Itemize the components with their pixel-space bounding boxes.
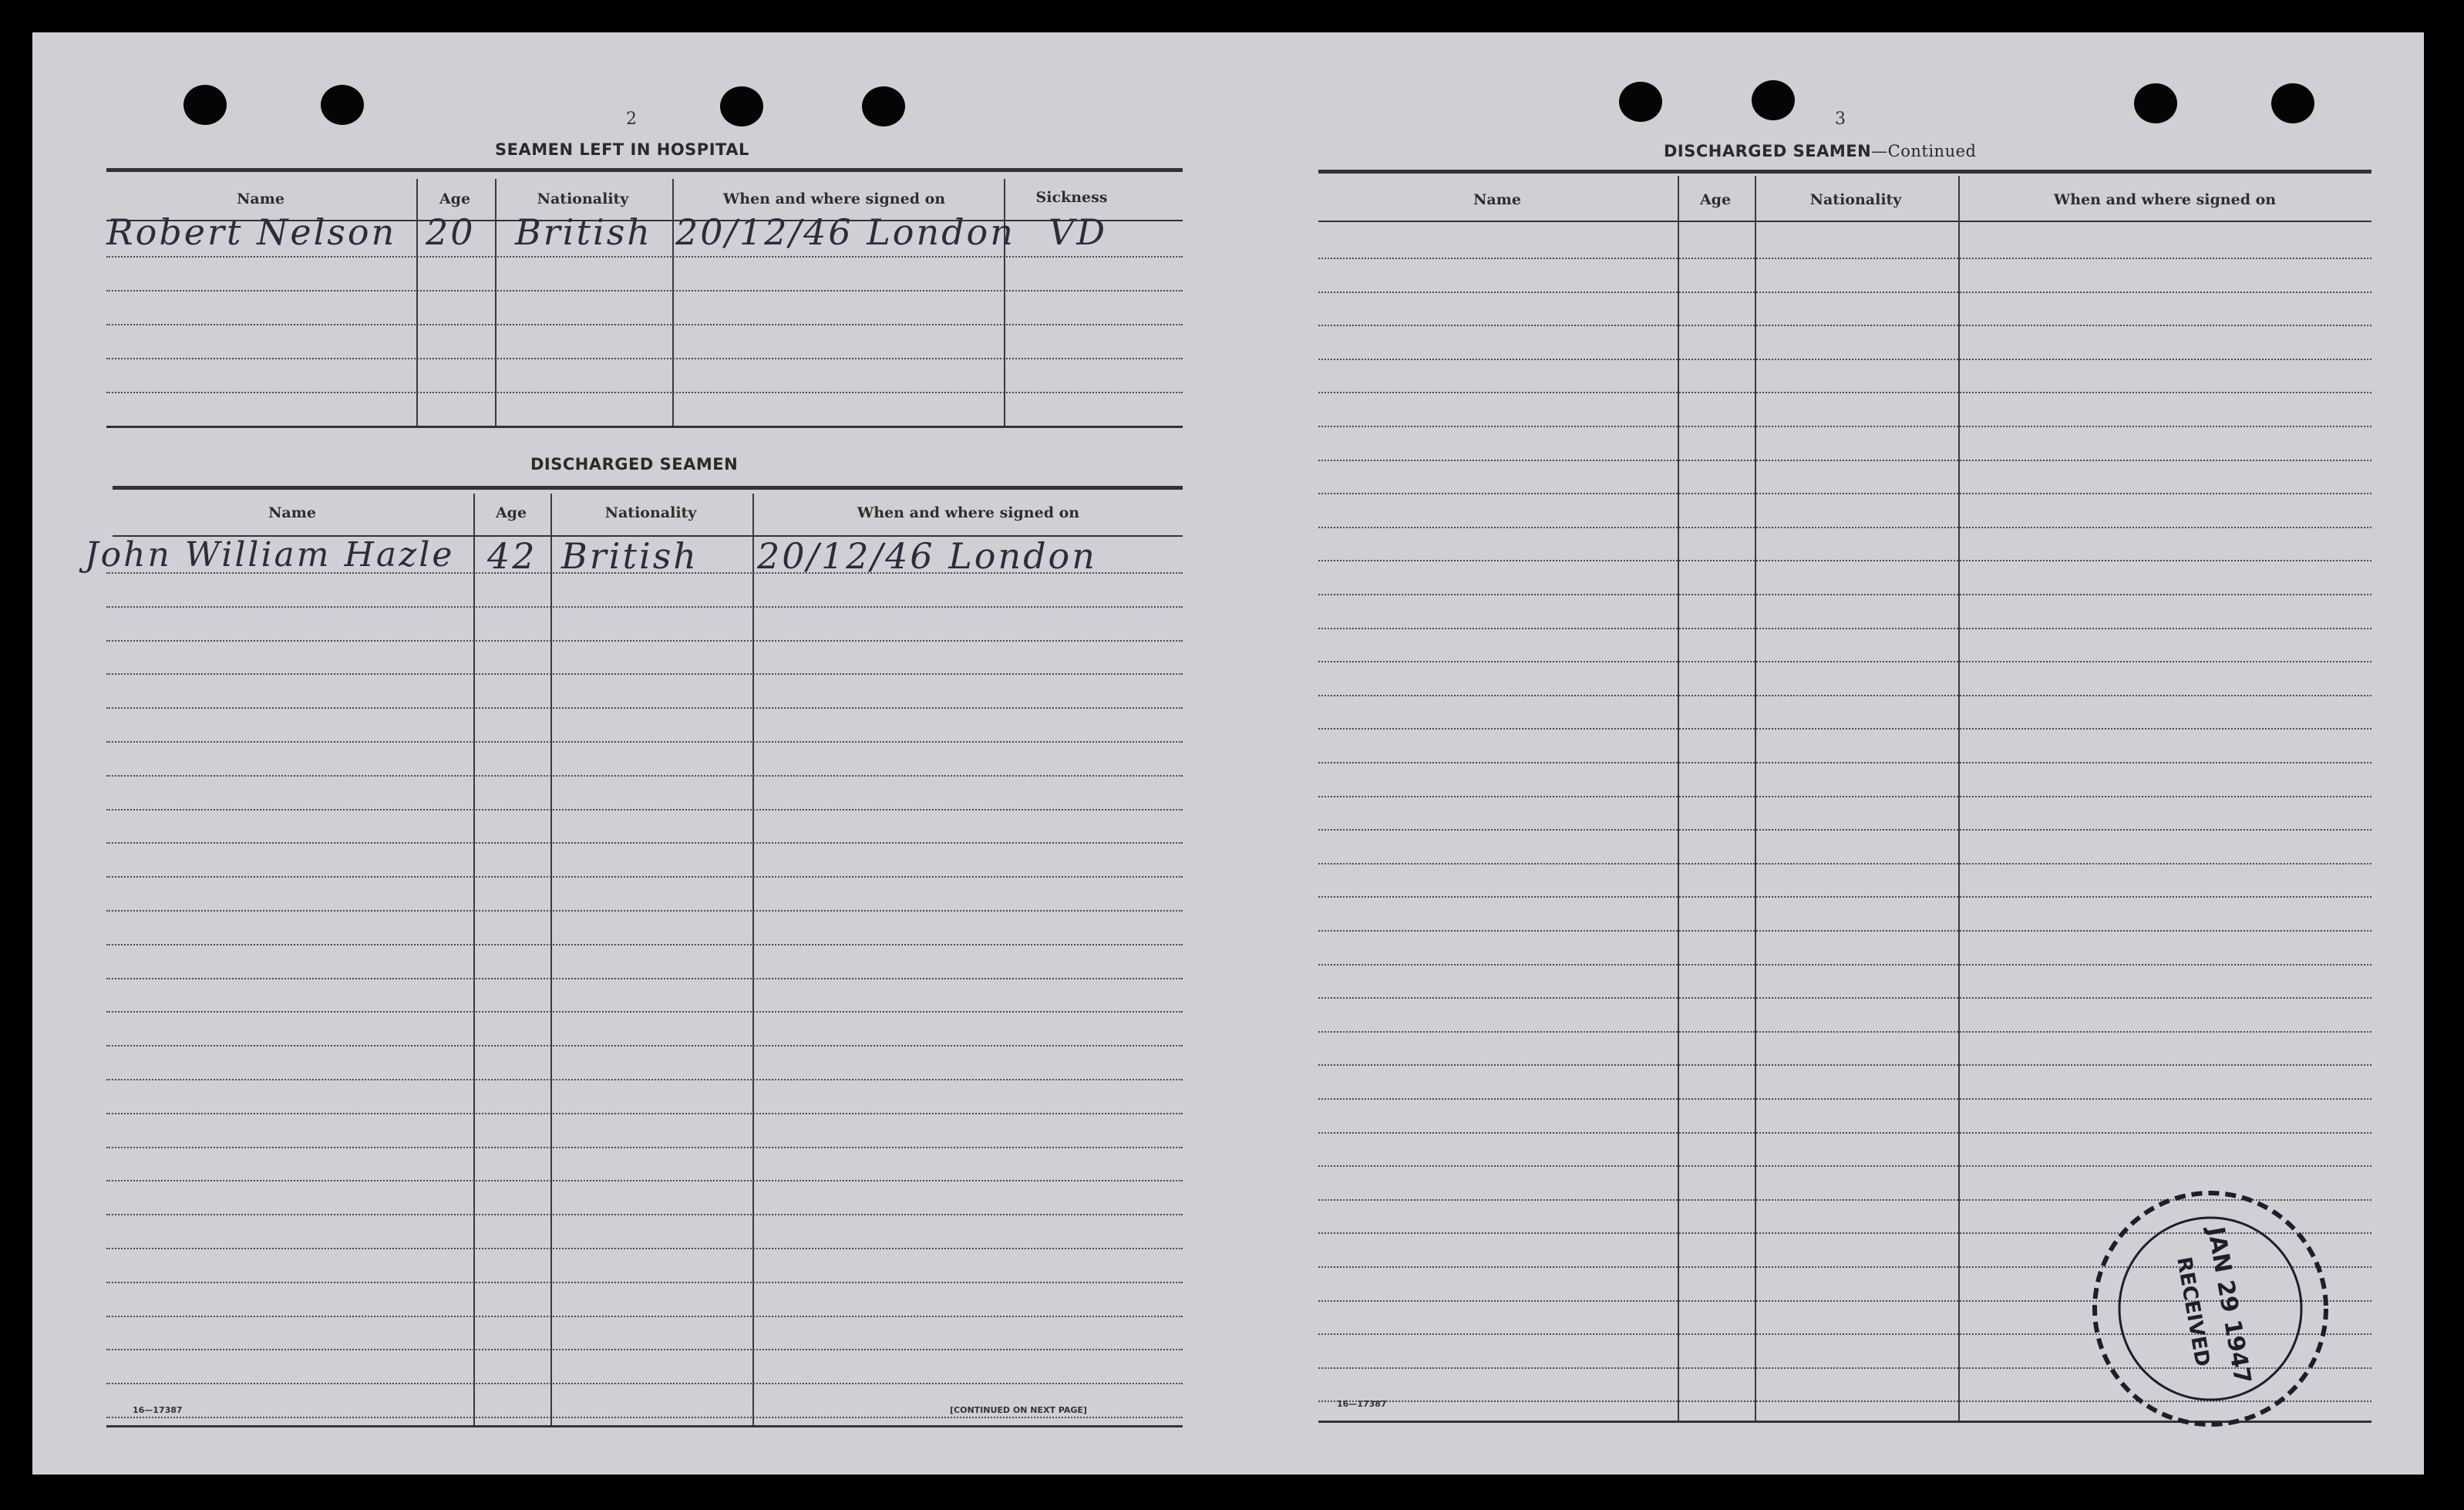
blank-row-line (106, 1147, 1183, 1148)
blank-row-line (1318, 560, 2371, 561)
blank-row-line (106, 1349, 1183, 1350)
hospital-col-divider (416, 179, 418, 427)
blank-row-line (106, 809, 1183, 811)
blank-row-line (1318, 258, 2371, 259)
hospital-row-name: Robert Nelson (106, 211, 397, 253)
blank-row-line (1318, 460, 2371, 461)
right-col-divider (1678, 176, 1679, 1422)
hospital-bottom-rule (106, 426, 1183, 428)
blank-row-line (1318, 964, 2371, 966)
blank-row-line (1318, 762, 2371, 763)
right-title-main: DISCHARGED SEAMEN (1664, 142, 1872, 160)
hospital-row-line (106, 392, 1183, 393)
discharged-header-name: Name (268, 504, 316, 521)
punch-hole (862, 86, 905, 126)
right-section-title (1664, 142, 1976, 160)
blank-row-line (1318, 325, 2371, 326)
blank-row-line (1318, 695, 2371, 696)
blank-row-line (106, 640, 1183, 642)
blank-row-line (1318, 1165, 2371, 1167)
blank-row-line (106, 673, 1183, 675)
hospital-row-line (106, 358, 1183, 359)
hospital-header-signed-on: When and where signed on (722, 190, 946, 207)
blank-row-line (1318, 493, 2371, 494)
blank-row-line (1318, 1098, 2371, 1100)
blank-row-line (1318, 997, 2371, 999)
blank-row-line (106, 876, 1183, 878)
blank-row-line (1318, 896, 2371, 898)
blank-row-line (1318, 1031, 2371, 1033)
stamp-label: RECEIVED (2172, 1255, 2214, 1369)
punch-hole (321, 85, 364, 125)
blank-row-line (106, 910, 1183, 912)
blank-row-line (106, 1214, 1183, 1215)
hospital-row-line (106, 256, 1183, 258)
discharged-col-divider (473, 494, 475, 1427)
blank-row-line (106, 775, 1183, 777)
punch-hole (2271, 83, 2314, 123)
blank-row-line (106, 606, 1183, 608)
discharged-col-divider (752, 494, 754, 1427)
blank-row-line (106, 1045, 1183, 1047)
hospital-row-nationality: British (515, 211, 652, 253)
blank-row-line (1318, 359, 2371, 360)
hospital-row-signed-on: 20/12/46 London (675, 211, 1015, 253)
hospital-row-sickness: VD (1049, 211, 1108, 253)
discharged-row-age: 42 (487, 535, 537, 577)
discharged-section-title: DISCHARGED SEAMEN (530, 455, 739, 474)
right-header-rule (1318, 221, 2371, 222)
form-number-left: 16—17387 (133, 1405, 183, 1415)
discharged-row-signed-on: 20/12/46 London (757, 535, 1097, 577)
hospital-header-name: Name (237, 190, 284, 207)
blank-row-line (1318, 1064, 2371, 1066)
blank-row-line (106, 1383, 1183, 1384)
hospital-col-divider (672, 179, 674, 427)
blank-row-line (106, 842, 1183, 844)
blank-row-line (106, 1079, 1183, 1080)
right-col-divider (1958, 176, 1960, 1422)
discharged-col-divider (550, 494, 552, 1427)
blank-row-line (106, 1011, 1183, 1013)
blank-row-line (1318, 728, 2371, 730)
discharged-header-age: Age (495, 504, 527, 521)
hospital-section-title: SEAMEN LEFT IN HOSPITAL (495, 140, 749, 159)
blank-row-line (1318, 628, 2371, 629)
blank-row-line (1318, 292, 2371, 293)
blank-row-line (106, 1113, 1183, 1114)
blank-row-line (106, 707, 1183, 709)
right-header-name: Name (1473, 191, 1521, 208)
blank-row-line (1318, 392, 2371, 393)
right-header-signed-on: When and where signed on (2053, 191, 2277, 208)
blank-row-line (1318, 426, 2371, 427)
blank-row-line (1318, 829, 2371, 831)
hospital-row-age: 20 (426, 211, 476, 253)
blank-row-line (106, 944, 1183, 945)
continued-note: [CONTINUED ON NEXT PAGE] (950, 1405, 1087, 1415)
blank-row-line (106, 1180, 1183, 1181)
punch-hole (2134, 83, 2177, 123)
document-sheet (32, 32, 2424, 1475)
right-col-divider (1755, 176, 1756, 1422)
blank-row-line (106, 741, 1183, 743)
right-header-age: Age (1699, 191, 1732, 208)
right-header-nationality: Nationality (1809, 191, 1902, 208)
blank-row-line (1318, 594, 2371, 595)
blank-row-line (1318, 1132, 2371, 1134)
blank-row-line (1318, 661, 2371, 662)
blank-row-line (106, 1316, 1183, 1317)
punch-hole (183, 85, 227, 125)
right-title-suffix: —Continued (1871, 142, 1977, 160)
hospital-col-divider (495, 179, 497, 427)
received-stamp (2083, 1181, 2338, 1436)
hospital-header-nationality: Nationality (537, 190, 629, 207)
blank-row-line (106, 1282, 1183, 1283)
discharged-bottom-rule (106, 1425, 1183, 1427)
discharged-header-nationality: Nationality (604, 504, 697, 521)
form-number-right: 16—17387 (1337, 1399, 1387, 1409)
blank-row-line (1318, 796, 2371, 797)
punch-hole (720, 86, 763, 126)
hospital-top-rule (106, 168, 1183, 172)
blank-row-line (106, 1248, 1183, 1249)
hospital-header-age: Age (439, 190, 471, 207)
hospital-header-sickness: Sickness (1035, 189, 1108, 206)
discharged-row-nationality: British (561, 535, 698, 577)
page-number-right: 3 (1835, 110, 1846, 129)
hospital-row-line (106, 290, 1183, 292)
stamp-date: JAN 29 1947 (2202, 1225, 2257, 1387)
blank-row-line (1318, 930, 2371, 932)
blank-row-line (106, 1417, 1183, 1418)
right-top-rule (1318, 170, 2371, 174)
discharged-top-rule (113, 486, 1183, 490)
page-number-left: 2 (626, 110, 637, 129)
discharged-header-signed-on: When and where signed on (857, 504, 1080, 521)
punch-hole (1752, 80, 1795, 120)
blank-row-line (1318, 527, 2371, 528)
discharged-row-name: John William Hazle (85, 535, 455, 575)
blank-row-line (106, 978, 1183, 979)
hospital-row-line (106, 324, 1183, 325)
blank-row-line (1318, 863, 2371, 865)
punch-hole (1619, 82, 1662, 122)
